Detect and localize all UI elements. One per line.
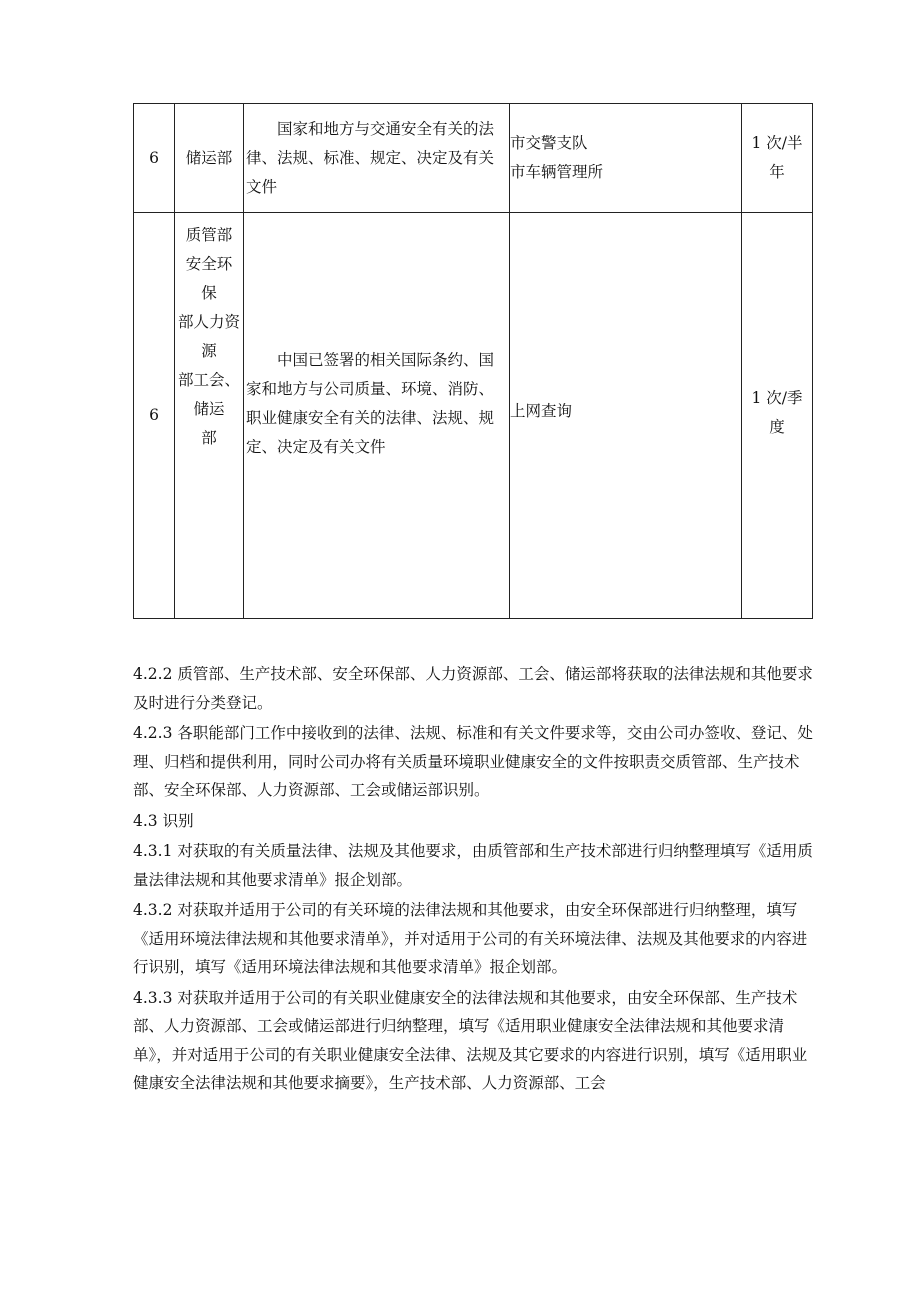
department-line: 储运 [193,400,225,418]
department-line: 部工会、 [177,371,240,389]
table-row [134,104,813,213]
content-text: 国家和地方与交通安全有关的法律、法规、标准、规定、决定及有关文件 [246,119,495,196]
content-text: 中国已签署的相关国际条约、国家和地方与公司质量、环境、消防、职业健康安全有关的法律、法规、规定、决定及有关文件 [246,351,495,456]
paragraph-4-2-2: 4.2.2 质管部、生产技术部、安全环保部、人力资源部、工会、储运部将获取的法律法规和其他要求及时进行分类登记。 [133,665,813,712]
table-row [134,213,813,619]
department-line: 源 [201,342,217,360]
content-cell [244,104,510,213]
frequency-line: 度 [769,418,785,436]
source-line: 市车辆管理所 [510,163,604,181]
row-number: 6 [134,213,175,619]
department-line: 保 [201,284,217,302]
source-cell [510,213,742,619]
frequency-line: 年 [769,163,785,181]
paragraph-4-3-2: 4.3.2 对获取并适用于公司的有关环境的法律法规和其他要求，由安全环保部进行归纳整理，填写《适用环境法律法规和其他要求清单》，并对适用于公司的有关环境法律、法规及其他要求的内容进行识别，填写《适用环境法律法规和其他要求清单》报企划部。 [133,901,808,976]
row-number: 6 [134,104,175,213]
department-cell [175,213,244,619]
regulation-source-table [133,103,813,619]
department-line: 部人力资 [177,313,240,331]
content-cell [244,213,510,619]
frequency-line: 1 次/季 [751,389,803,407]
department-line: 质管部 [185,226,233,244]
source-line: 上网查询 [510,402,573,420]
department-line: 安全环 [185,255,233,273]
department-line: 部 [201,429,217,447]
department-cell [175,104,244,213]
paragraph-4-2-3: 4.2.3 各职能部门工作中接收到的法律、法规、标准和有关文件要求等，交由公司办签收、登记、处理、归档和提供利用，同时公司办将有关质量环境职业健康安全的文件按职责交质管部、生产技术部、安全环保部、人力资源部、工会或储运部识别。 [133,724,813,799]
paragraph-4-3-3: 4.3.3 对获取并适用于公司的有关职业健康安全的法律法规和其他要求，由安全环保部、生产技术部、人力资源部、工会或储运部进行归纳整理，填写《适用职业健康安全法律法规和其他要求清单》，并对适用于公司的有关职业健康安全法律、法规及其它要求的内容进行识别，填写《适用职业健康安全法律法规和其他要求摘要》，生产技术部、人力资源部、工会 [133,988,808,1092]
section-heading-4-3: 4.3 识别 [133,811,194,830]
document-body [133,660,813,1100]
frequency-line: 1 次/半 [751,134,803,152]
source-line: 市交警支队 [510,134,588,152]
frequency-cell [742,104,813,213]
source-cell [510,104,742,213]
department-line: 储运部 [185,148,233,167]
frequency-cell [742,213,813,619]
paragraph-4-3-1: 4.3.1 对获取的有关质量法律、法规及其他要求，由质管部和生产技术部进行归纳整理填写《适用质量法律法规和其他要求清单》报企划部。 [133,842,813,889]
